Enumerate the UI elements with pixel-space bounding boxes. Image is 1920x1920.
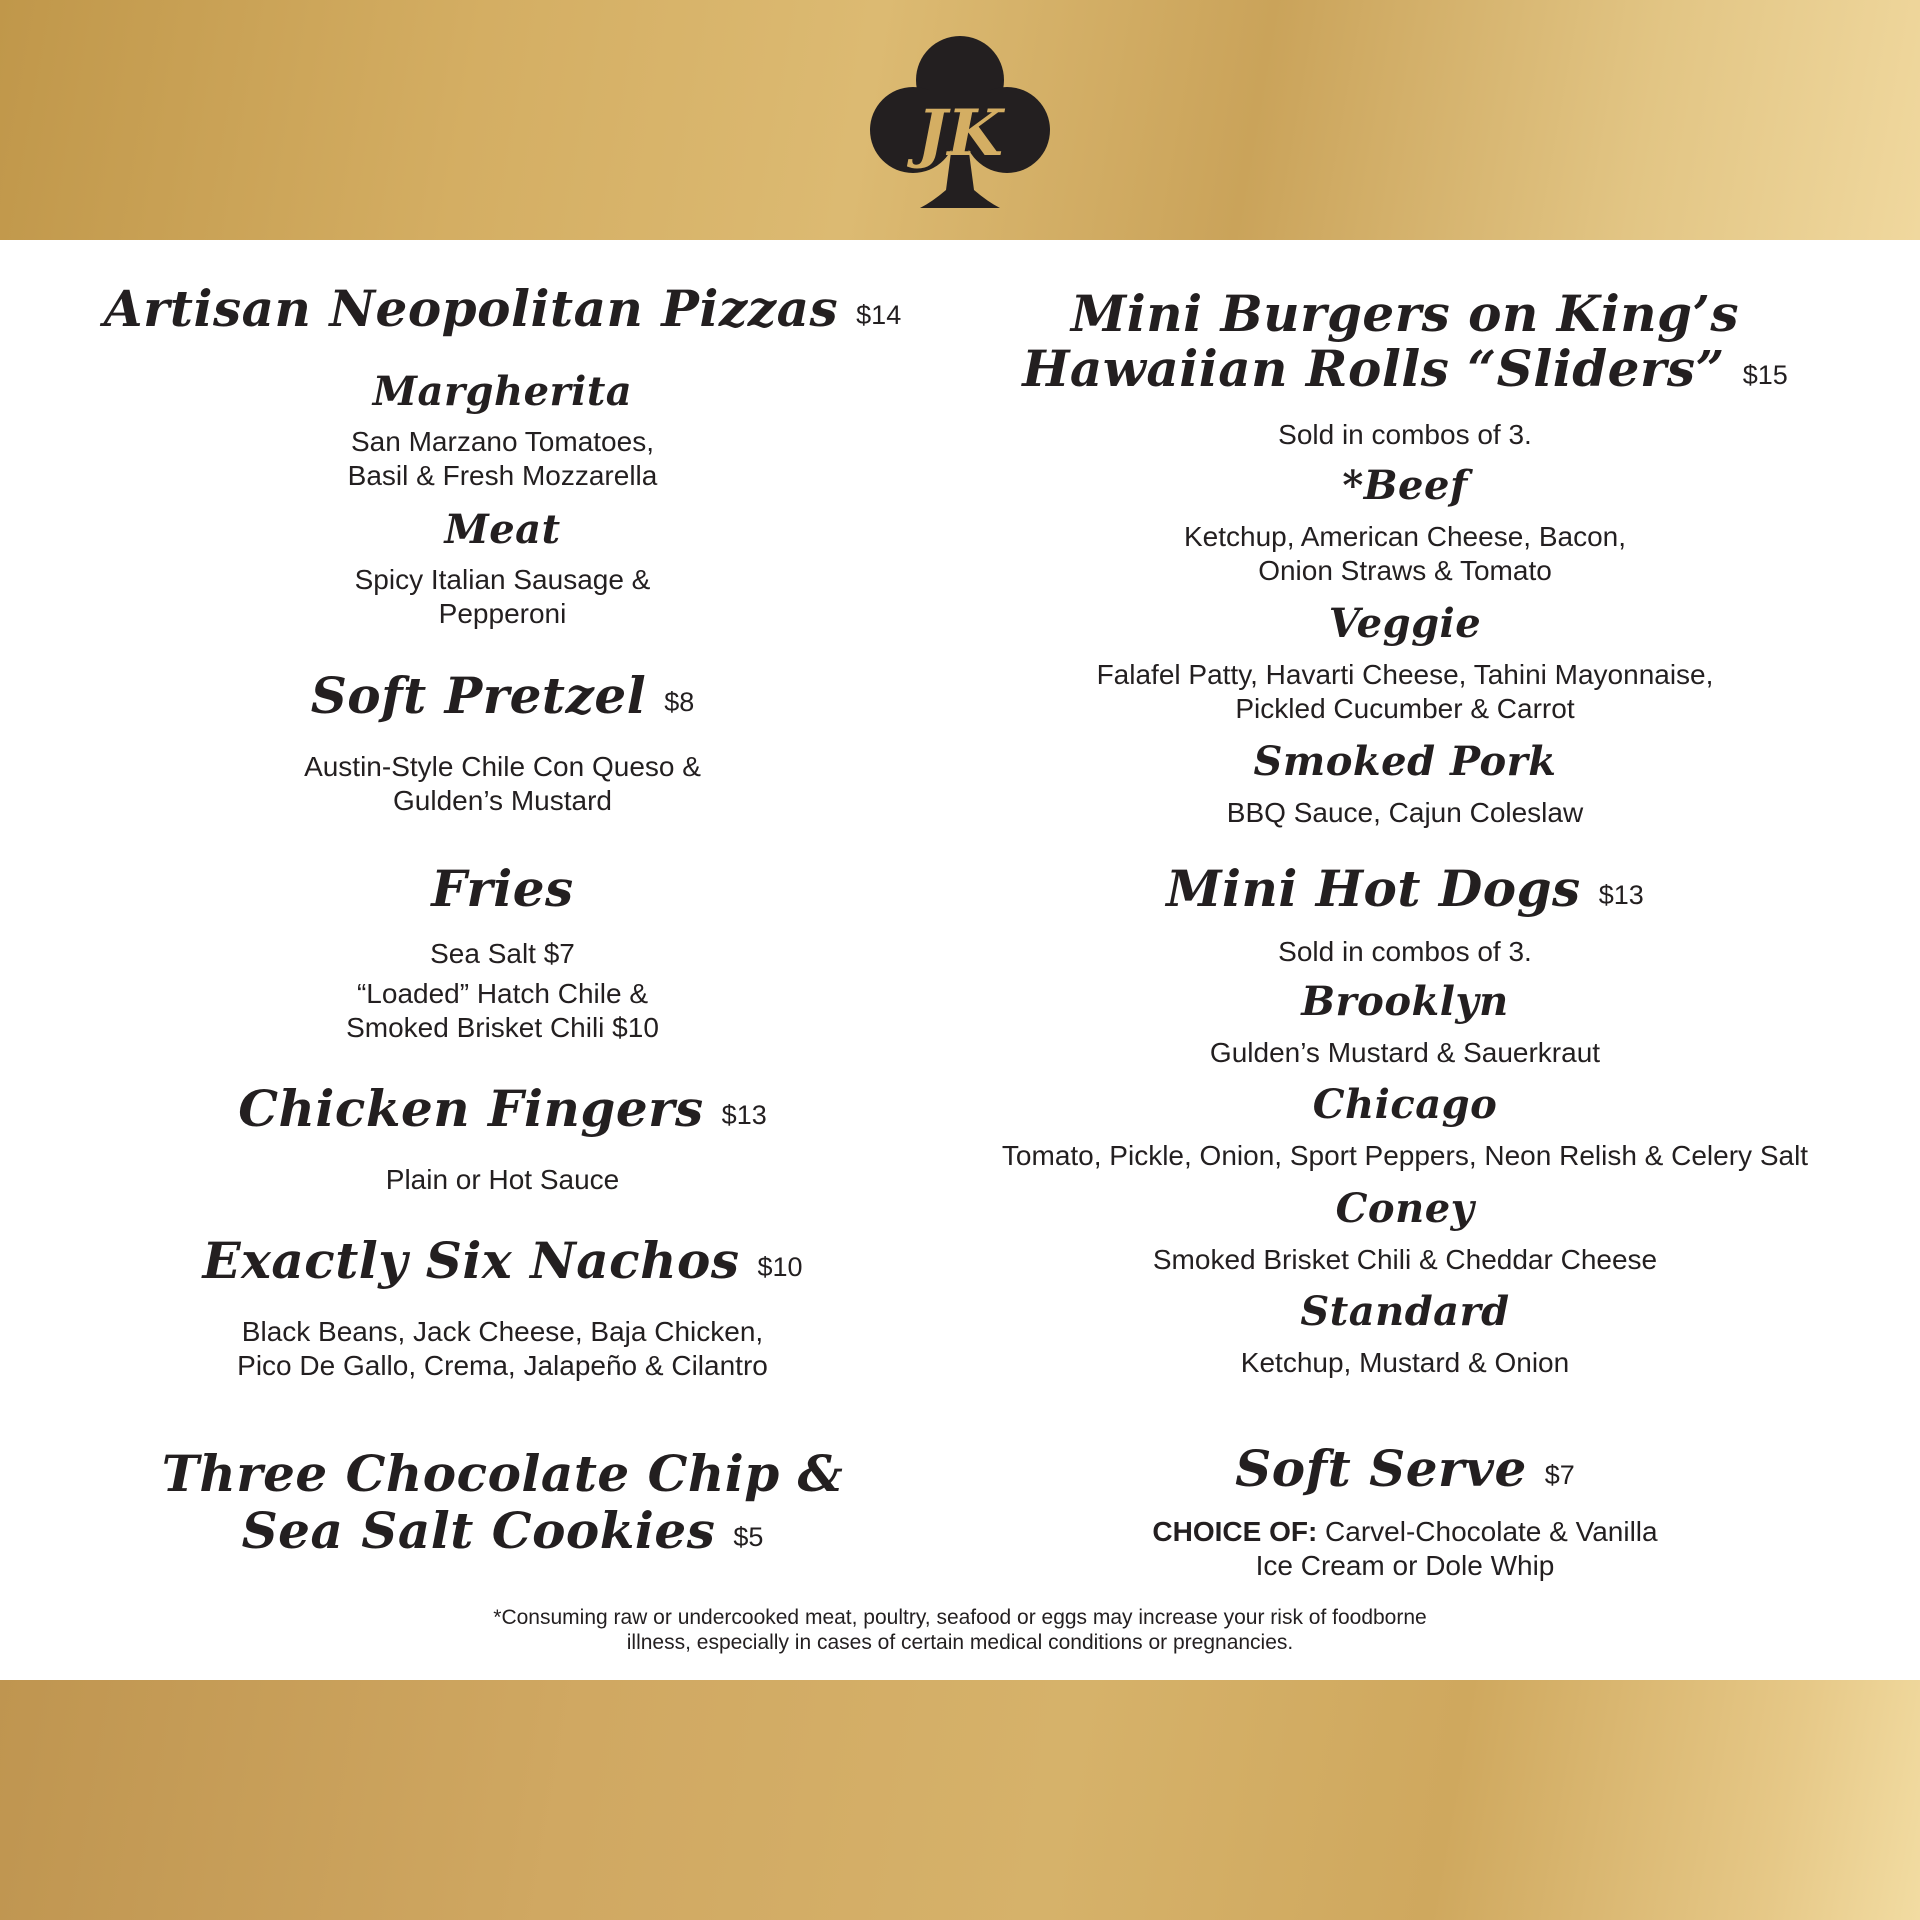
sliders-note: Sold in combos of 3. xyxy=(1278,419,1532,450)
pretzel-heading xyxy=(100,667,905,725)
beef-desc-line2: Onion Straws & Tomato xyxy=(1258,555,1552,586)
standard-name: Standard xyxy=(1300,1288,1510,1335)
pretzel-desc-line1: Austin-Style Chile Con Queso & xyxy=(304,751,701,782)
sliders-heading-line2 xyxy=(950,340,1860,398)
disclaimer-line1: *Consuming raw or undercooked meat, poultry, seafood or eggs may increase your risk of foodborne xyxy=(493,1606,1427,1629)
pizzas-heading xyxy=(100,280,905,338)
hotdogs-heading xyxy=(950,860,1860,918)
nachos-desc-line2: Pico De Gallo, Crema, Jalapeño & Cilantro xyxy=(237,1350,768,1381)
hotdogs-title: Mini Hot Dogs xyxy=(1166,859,1581,918)
footer-gold-band xyxy=(0,1680,1920,1920)
pretzel-desc-line2: Gulden’s Mustard xyxy=(393,785,612,816)
pretzel-title: Soft Pretzel xyxy=(310,666,647,725)
smoked-pork-desc: BBQ Sauce, Cajun Coleslaw xyxy=(1226,797,1584,828)
meat-desc-line2: Pepperoni xyxy=(438,598,567,629)
chicken-title: Chicken Fingers xyxy=(238,1079,704,1138)
cookies-title-line2: Sea Salt Cookies xyxy=(241,1501,716,1560)
coney-name: Coney xyxy=(1335,1185,1475,1232)
logo-text: JK xyxy=(917,96,1003,171)
margherita-desc-line2: Basil & Fresh Mozzarella xyxy=(347,460,658,491)
fries-line1: Sea Salt $7 xyxy=(430,938,575,969)
softserve-options: Carvel-Chocolate & Vanilla xyxy=(1317,1516,1658,1547)
cookies-title-line1: Three Chocolate Chip & xyxy=(161,1444,844,1503)
chicken-desc: Plain or Hot Sauce xyxy=(385,1164,620,1195)
nachos-desc-line1: Black Beans, Jack Cheese, Baja Chicken, xyxy=(241,1316,764,1347)
softserve-desc-line1 xyxy=(950,1515,1860,1549)
softserve-heading xyxy=(950,1440,1860,1498)
cookies-heading-line2 xyxy=(100,1502,905,1560)
brooklyn-name: Brooklyn xyxy=(1301,978,1509,1025)
beef-name: *Beef xyxy=(1342,462,1468,509)
choice-of-label: CHOICE OF: xyxy=(1152,1516,1318,1547)
sliders-title-line1: Mini Burgers on King’s xyxy=(1070,284,1740,343)
pretzel-price: $8 xyxy=(664,687,695,717)
disclaimer-line2: illness, especially in cases of certain medical conditions or pregnancies. xyxy=(626,1631,1294,1654)
brooklyn-desc: Gulden’s Mustard & Sauerkraut xyxy=(1209,1037,1601,1068)
veggie-desc-line1: Falafel Patty, Havarti Cheese, Tahini Mayonnaise, xyxy=(1096,659,1714,690)
chicago-desc: Tomato, Pickle, Onion, Sport Peppers, Neon Relish & Celery Salt xyxy=(1001,1140,1809,1171)
nachos-price: $10 xyxy=(757,1252,803,1282)
meat-desc-line1: Spicy Italian Sausage & xyxy=(354,564,651,595)
chicken-heading xyxy=(100,1080,905,1138)
nachos-heading xyxy=(100,1232,905,1290)
nachos-title: Exactly Six Nachos xyxy=(202,1231,740,1290)
veggie-name: Veggie xyxy=(1328,600,1482,647)
beef-desc-line1: Ketchup, American Cheese, Bacon, xyxy=(1183,521,1627,552)
margherita-name: Margherita xyxy=(372,368,633,415)
softserve-price: $7 xyxy=(1544,1460,1575,1490)
smoked-pork-name: Smoked Pork xyxy=(1253,738,1557,785)
meat-name: Meat xyxy=(444,506,561,553)
cookies-price: $5 xyxy=(733,1522,764,1552)
standard-desc: Ketchup, Mustard & Onion xyxy=(1240,1347,1570,1378)
fries-title: Fries xyxy=(431,859,574,918)
allergen-disclaimer xyxy=(300,1605,1620,1655)
softserve-title: Soft Serve xyxy=(1235,1439,1527,1498)
pizzas-price: $14 xyxy=(856,300,902,330)
veggie-desc-line2: Pickled Cucumber & Carrot xyxy=(1235,693,1575,724)
club-logo-icon xyxy=(870,30,1050,215)
pizzas-title: Artisan Neopolitan Pizzas xyxy=(103,279,839,338)
chicken-price: $13 xyxy=(721,1100,767,1130)
margherita-desc-line1: San Marzano Tomatoes, xyxy=(351,426,654,457)
softserve-desc-line2: Ice Cream or Dole Whip xyxy=(1255,1550,1555,1581)
chicago-name: Chicago xyxy=(1312,1081,1498,1128)
sliders-price: $15 xyxy=(1742,360,1788,390)
sliders-title-line2: Hawaiian Rolls “Sliders” xyxy=(1022,339,1725,398)
fries-line3: Smoked Brisket Chili $10 xyxy=(346,1012,659,1043)
coney-desc: Smoked Brisket Chili & Cheddar Cheese xyxy=(1152,1244,1658,1275)
hotdogs-note: Sold in combos of 3. xyxy=(1278,936,1532,967)
hotdogs-price: $13 xyxy=(1598,880,1644,910)
fries-line2: “Loaded” Hatch Chile & xyxy=(356,978,649,1009)
